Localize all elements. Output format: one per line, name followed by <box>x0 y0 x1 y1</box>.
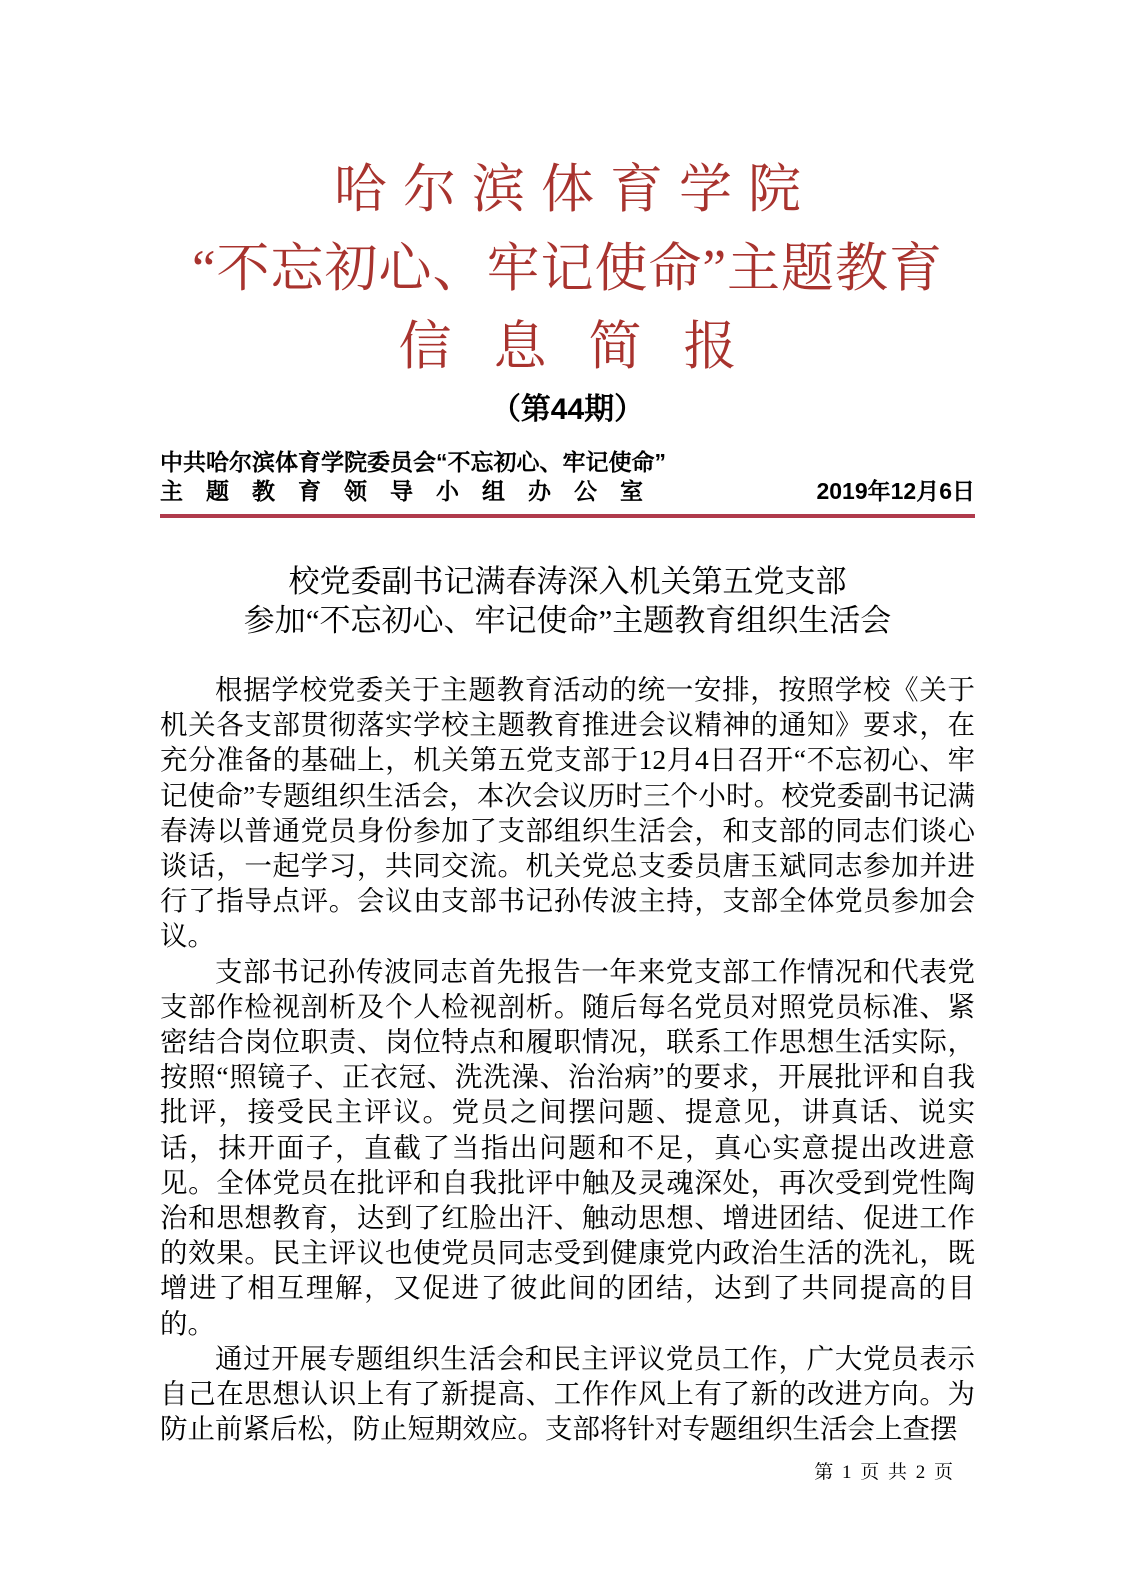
article-body <box>160 672 975 1446</box>
issuer-name-line2: 主题教育领导小组办公室 <box>160 478 666 504</box>
article <box>160 562 975 1446</box>
article-paragraph: 通过开展专题组织生活会和民主评议党员工作，广大党员表示自己在思想认识上有了新提高、工作作风上有了新的改进方向。为防止前紧后松，防止短期效应。支部将针对专题组织生活会上查摆 <box>160 1342 975 1445</box>
issue-number: （第44期） <box>490 393 645 426</box>
article-paragraph: 根据学校党委关于主题教育活动的统一安排，按照学校《关于机关各支部贯彻落实学校主题教育推进会议精神的通知》要求，在充分准备的基础上，机关第五党支部于12月4日召开“不忘初心、牢记使命”专题组织生活会，本次会议历时三个小时。校党委副书记满春涛以普通党员身份参加了支部组织生活会，和支部的同志们谈心谈话，一起学习，共同交流。机关党总支委员唐玉斌同志参加并进行了指导点评。会议由支部书记孙传波主持，支部全体党员参加会议。 <box>160 674 976 952</box>
document-title-line3: 信息简报 <box>398 318 779 376</box>
article-paragraph: 支部书记孙传波同志首先报告一年来党支部工作情况和代表党支部作检视剖析及个人检视剖析。随后每名党员对照党员标准、紧密结合岗位职责、岗位特点和履职情况，联系工作思想生活实际，按照“照镜子、正衣冠、洗洗澡、治治病”的要求，开展批评和自我批评，接受民主评议。党员之间摆问题、提意见，讲真话、说实话，抹开面子，直截了当指出问题和不足，真心实意提出改进意见。全体党员在批评和自我批评中触及灵魂深处，再次受到党性陶治和思想教育，达到了红脸出汗、触动思想、增进团结、促进工作的效果。民主评议也使党员同志受到健康党内政治生活的洗礼，既增进了相互理解，又促进了彼此间的团结，达到了共同提高的目的。 <box>160 955 975 1339</box>
issuer-row <box>160 477 975 506</box>
article-heading-line2: 参加“不忘初心、牢记使命”主题教育组织生活会 <box>243 603 892 638</box>
issuer-block <box>160 448 975 506</box>
page-indicator: 第 1 页 共 2 页 <box>814 1462 955 1483</box>
page-footer <box>814 1457 955 1484</box>
issuer-name-line1: 中共哈尔滨体育学院委员会“不忘初心、牢记使命” <box>160 449 666 475</box>
document-title-line1: 哈尔滨体育学院 <box>334 161 817 219</box>
article-heading-line1: 校党委副书记满春涛深入机关第五党支部 <box>288 564 847 599</box>
issue-date: 2019年12月6日 <box>816 478 975 504</box>
masthead-rule <box>160 514 975 518</box>
document-title-line2: “不忘初心、牢记使命”主题教育 <box>191 240 944 298</box>
masthead <box>160 150 975 518</box>
